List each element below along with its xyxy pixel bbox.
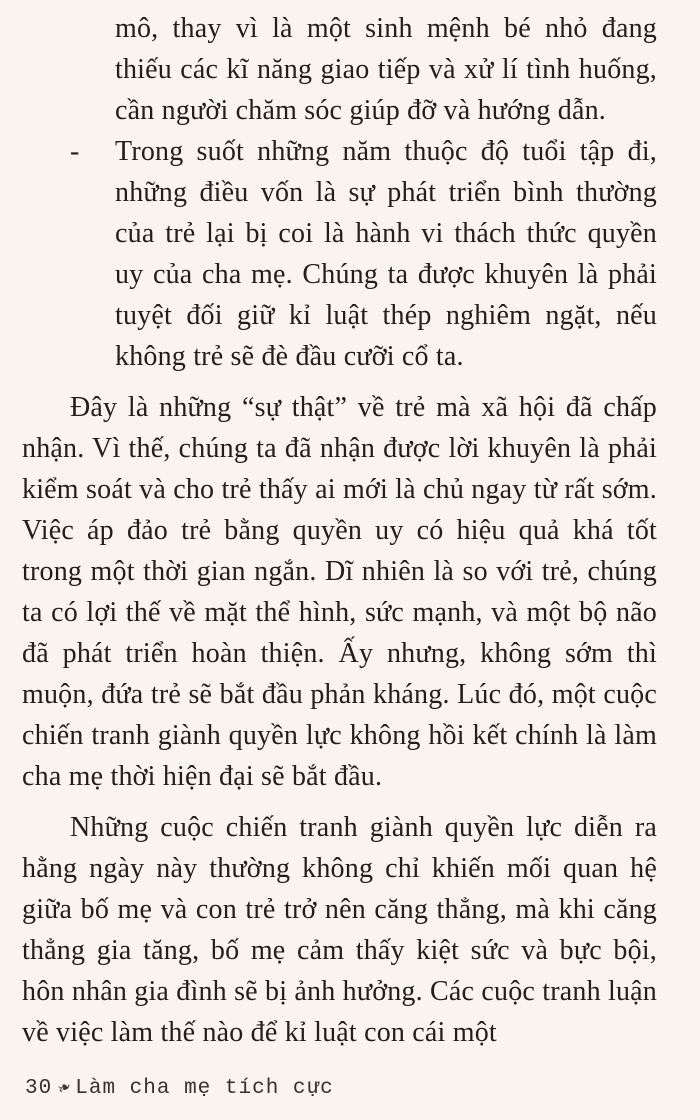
paragraph: Những cuộc chiến tranh giành quyền lực diễn ra hằng ngày này thường không chỉ khiến mối quan hệ giữa bố mẹ và con trẻ trở nên căng thẳng, mà khi căng thẳng gia tăng, bố mẹ cảm thấy kiệt sức và bực bội, hôn nhân gia đình sẽ bị ảnh hưởng. Các cuộc tranh luận về việc làm thế nào để kỉ luật con cái một — [22, 812, 657, 1048]
leaf-ornament-icon: ❧ — [54, 1075, 77, 1102]
book-title: Làm cha mẹ tích cực — [75, 1077, 334, 1100]
page-number: 30 — [25, 1077, 53, 1100]
list-bullet-dash: - — [70, 136, 80, 167]
page-text — [22, 8, 657, 1053]
paragraph: Đây là những “sự thật” về trẻ mà xã hội đã chấp nhận. Vì thế, chúng ta đã nhận được lời khuyên là phải kiểm soát và cho trẻ thấy ai mới là chủ ngay từ rất sớm. Việc áp đảo trẻ bằng quyền uy có hiệu quả khá tốt trong một thời gian ngắn. Dĩ nhiên là so với trẻ, chúng ta có lợi thế về mặt thể hình, sức mạnh, và một bộ não đã phát triển hoàn thiện. Ấy nhưng, không sớm thì muộn, đứa trẻ sẽ bắt đầu phản kháng. Lúc đó, một cuộc chiến tranh giành quyền lực không hồi kết chính là làm cha mẹ thời hiện đại sẽ bắt đầu. — [22, 392, 657, 792]
list-item-text: mô, thay vì là một sinh mệnh bé nhỏ đang thiếu các kĩ năng giao tiếp và xử lí tình huống, cần người chăm sóc giúp đỡ và hướng dẫn. — [115, 13, 657, 126]
page-footer — [25, 1074, 334, 1100]
list-item-continuation — [22, 8, 657, 131]
list-item-text: Trong suốt những năm thuộc độ tuổi tập đi, những điều vốn là sự phát triển bình thường của trẻ lại bị coi là hành vi thách thức quyền uy của cha mẹ. Chúng ta được khuyên là phải tuyệt đối giữ kỉ luật thép nghiêm ngặt, nếu không trẻ sẽ đè đầu cưỡi cổ ta. — [115, 136, 657, 372]
list-item — [22, 131, 657, 377]
